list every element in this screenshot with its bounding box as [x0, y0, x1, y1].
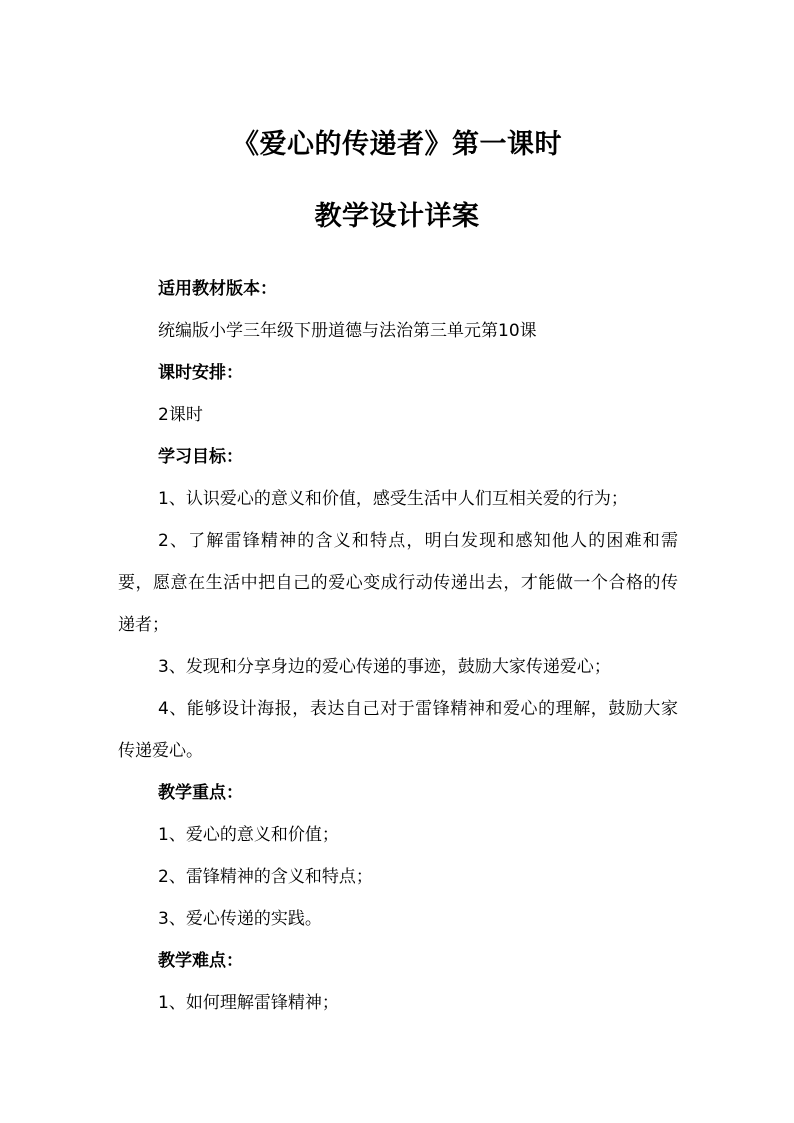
schedule-value: 2课时 — [158, 405, 203, 425]
difficulties-heading: 教学难点： — [158, 951, 243, 971]
key-points-heading: 教学重点： — [158, 783, 243, 803]
schedule-heading: 课时安排： — [158, 363, 243, 383]
objective-item-3: 3、发现和分享身边的爱心传递的事迹，鼓励大家传递爱心； — [158, 657, 611, 677]
objectives-heading: 学习目标： — [158, 447, 243, 467]
textbook-value: 统编版小学三年级下册道德与法治第三单元第10课 — [158, 321, 537, 341]
objective-item-1: 1、认识爱心的意义和价值，感受生活中人们互相关爱的行为； — [158, 489, 628, 509]
document-body — [118, 268, 678, 1024]
difficulty-item-1: 1、如何理解雷锋精神； — [158, 993, 339, 1013]
document-title-line1: 《爱心的传递者》第一课时 — [232, 129, 562, 160]
document-title-line2: 教学设计详案 — [314, 201, 480, 232]
key-point-item-2: 2、雷锋精神的含义和特点； — [158, 867, 373, 887]
key-point-item-1: 1、爱心的意义和价值； — [158, 825, 339, 845]
objective-item-4: 4、能够设计海报，表达自己对于雷锋精神和爱心的理解，鼓励大家传递爱心。 — [118, 699, 678, 761]
textbook-heading: 适用教材版本： — [158, 279, 277, 299]
key-point-item-3: 3、爱心传递的实践。 — [158, 909, 322, 929]
objective-item-2: 2、了解雷锋精神的含义和特点，明白发现和感知他人的困难和需要，愿意在生活中把自己的爱心变成行动传递出去，才能做一个合格的传递者； — [118, 531, 678, 635]
